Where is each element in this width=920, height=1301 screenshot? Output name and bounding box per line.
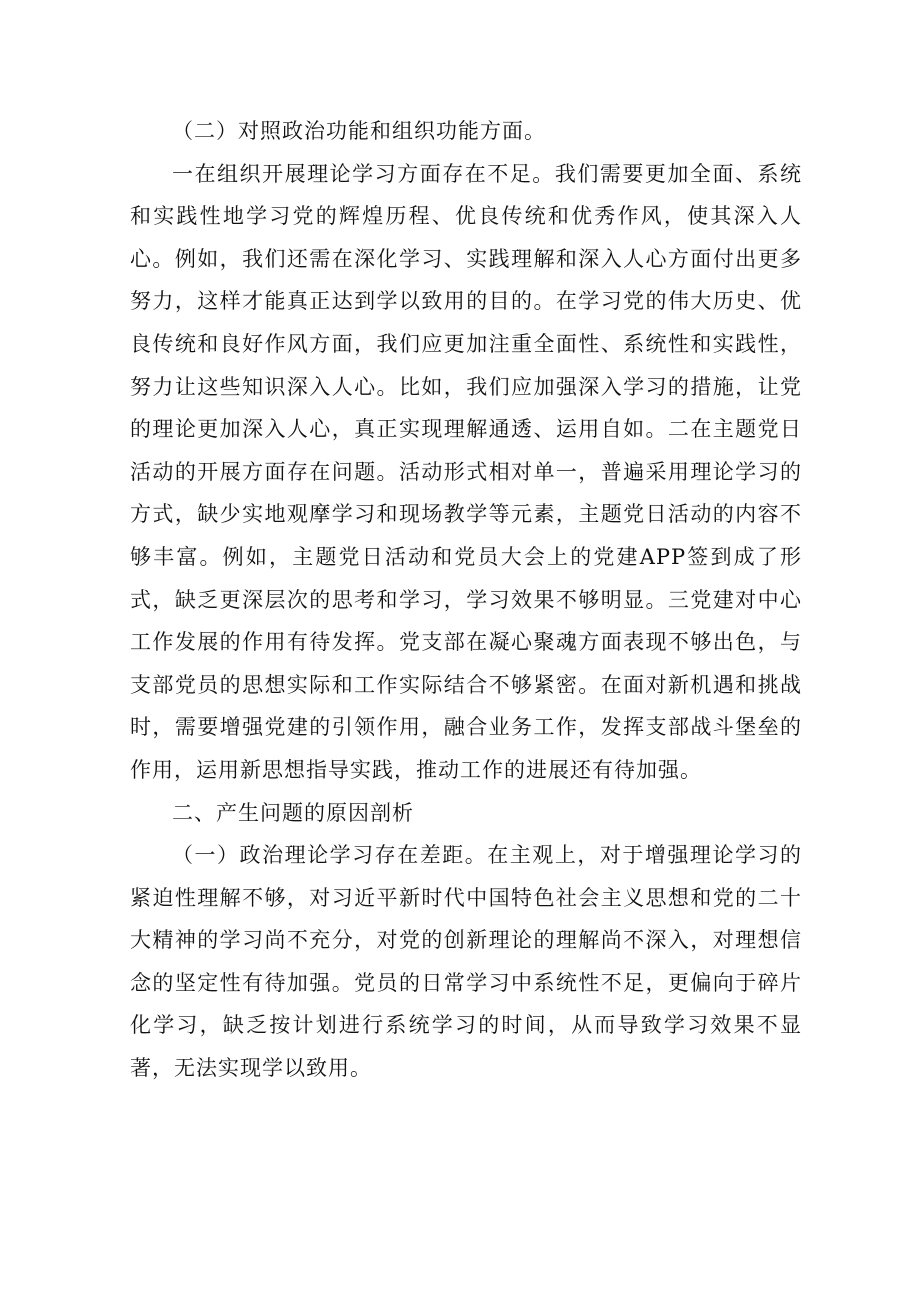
section-subheading-political-function: （二）对照政治功能和组织功能方面。 <box>172 119 546 143</box>
body-paragraph-shortcomings: 一在组织开展理论学习方面存在不足。我们需要更加全面、系统和实践性地学习党的辉煌历程、优良传统和优秀作风，使其深入人心。例如，我们还需在深化学习、实践理解和深入人心方面付出更多努力，这样才能真正达到学以致用的目的。在学习党的伟大历史、优良传统和良好作风方面，我们应更加注重全面性、系统性和实践性，努力让这些知识深入人心。比如，我们应加强深入学习的措施，让党的理论更加深入人心，真正实现理解通透、运用自如。二在主题党日活动的开展方面存在问题。活动形式相对单一，普遍采用理论学习的方式，缺少实地观摩学习和现场教学等元素，主题党日活动的内容不够丰富。例如，主题党日活动和党员大会上的党建APP签到成了形式，缺乏更深层次的思考和学习，学习效果不够明显。三党建对中心工作发展的作用有待发挥。党支部在凝心聚魂方面表现不够出色，与支部党员的思想实际和工作实际结合不够紧密。在面对新机遇和挑战时，需要增强党建的引领作用，融合业务工作，发挥支部战斗堡垒的作用，运用新思想指导实践，推动工作的进展还有待加强。 <box>130 161 802 782</box>
body-paragraph-theory-study-gap: （一）政治理论学习存在差距。在主观上，对于增强理论学习的紧迫性理解不够，对习近平新时代中国特色社会主义思想和党的二十大精神的学习尚不充分，对党的创新理论的理解尚不深入，对理想信念的坚定性有待加强。党员的日常学习中系统性不足，更偏向于碎片化学习，缺乏按计划进行系统学习的时间，从而导致学习效果不显著，无法实现学以致用。 <box>130 843 802 1081</box>
section-heading-cause-analysis: 二、产生问题的原因剖析 <box>172 800 414 825</box>
document-body <box>130 110 802 1090</box>
